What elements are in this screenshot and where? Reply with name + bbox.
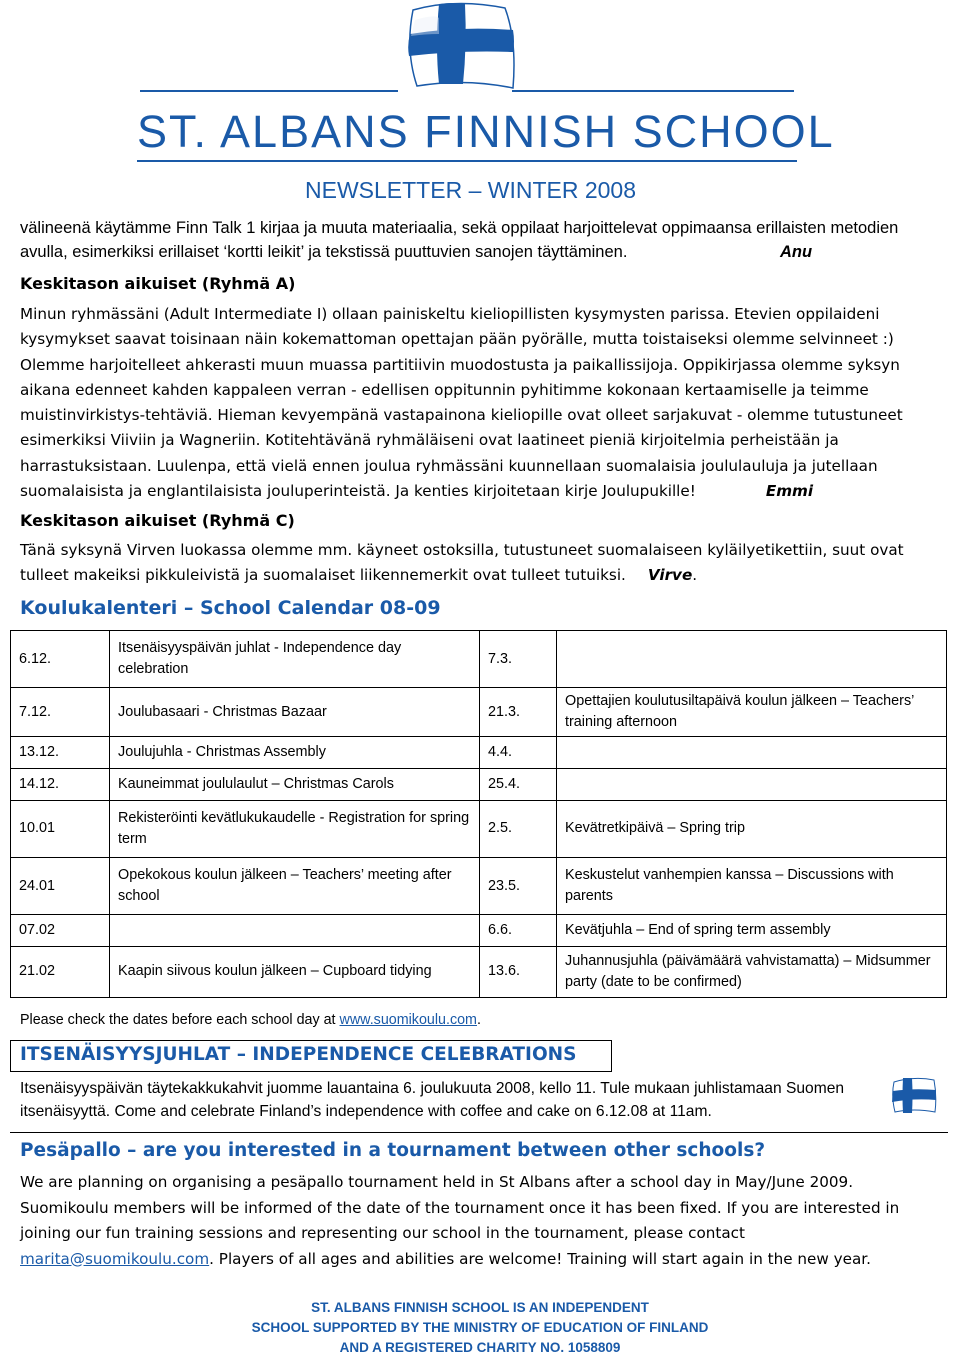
calendar-event-cell: Rekisteröinti kevätlukukaudelle - Registration for spring term [110,800,480,857]
calendar-note [20,1010,481,1030]
independence-heading: ITSENÄISYYSJUHLAT – INDEPENDENCE CELEBRATIONS [20,1044,577,1065]
header-rule-right [512,90,794,92]
group-c-paragraph [20,538,935,589]
group-a-paragraph [20,302,935,504]
calendar-title: Koulukalenteri – School Calendar 08-09 [20,597,441,619]
calendar-event-cell [557,768,947,800]
independence-text: Itsenäisyyspäivän täytekakkukahvit juomme lauantaina 6. joulukuuta 2008, kello 11. Tule mukaan juhlistamaan Suomen itsenäisyyttä. Come and celebrate Finland’s independence with coffee and cake on 6.12.08 at 11am. [20,1080,845,1120]
calendar-row [11,800,947,857]
calendar-event-cell: Opettajien koulutusiltapäivä koulun jälkeen – Teachers’ training afternoon [557,688,947,737]
calendar-date-cell: 13.12. [11,737,110,769]
group-a-text: Minun ryhmässäni (Adult Intermediate I) ollaan painiskeltu kieliopillisten kysymysten parissa. Etevien oppilaideni kysymykset saavat toisinaan näin kokemattoman opettajan pään pyörälle, mutta toistaiseksi olemme selvinneet :) Olemme harjoitelleet ahkerasti muun muassa partitiivin muodostusta ja paikallissijoja. Oppikirjassa olemme syksyn aikana edenneet kahden kappaleen verran - edellisen oppitunnin pyhitimme kokonaan kertaamiselle ja teimme muistinvirkistys-tehtäviä. Hieman kevyempänä vastapainona kieliopille ovat olleet sarjakuvat - olemme tutustuneet esimerkiksi Viiviin ja Wagneriin. Kotitehtävänä ryhmäläiseni ovat laatineet pieniä kirjoitelmia perheistään ja harrastuksistaan. Luulenpa, että vielä ennen joulua ryhmässäni kuunnellaan suomalaisia joululauluja ja jutellaan suomalaisista ja englantilaisista jouluperinteistä. Ja kenties kirjoitetaan kirje Joulupukille! [20,305,903,501]
finnish-flag-small-icon [890,1076,938,1116]
school-title: ST. ALBANS FINNISH SCHOOL [137,106,835,157]
calendar-row [11,857,947,914]
footer-line-1: ST. ALBANS FINNISH SCHOOL IS AN INDEPENDENT [311,1300,649,1315]
calendar-event-cell: Opekokous koulun jälkeen – Teachers’ meeting after school [110,857,480,914]
signature-emmi: Emmi [765,482,814,501]
calendar-date-cell: 23.5. [480,857,557,914]
calendar-date-cell: 13.6. [480,946,557,997]
footer-line-2: SCHOOL SUPPORTED BY THE MINISTRY OF EDUCATION OF FINLAND [251,1320,709,1335]
pesapallo-paragraph [20,1170,935,1272]
calendar-event-cell: Kaapin siivous koulun jälkeen – Cupboard tidying [110,946,480,997]
calendar-date-cell: 07.02 [11,915,110,947]
signature-anu: Anu [780,243,813,261]
calendar-date-cell: 25.4. [480,768,557,800]
group-a-heading: Keskitason aikuiset (Ryhmä A) [20,274,296,293]
group-c-text: Tänä syksynä Virven luokassa olemme mm. käyneet ostoksilla, tutustuneet suomalaiseen kyläilyetikettiin, suut ovat tulleet makeiksi pikkuleivistä ja suomalaiset liikennemerkit ovat tulleet tutuiksi. [20,541,904,585]
newsletter-title: NEWSLETTER – WINTER 2008 [305,177,637,203]
pesapallo-heading: Pesäpallo – are you interested in a tournament between other schools? [20,1140,766,1161]
section-divider [10,1132,948,1133]
calendar-row [11,688,947,737]
calendar-row [11,631,947,688]
calendar-date-cell: 2.5. [480,800,557,857]
calendar-event-cell: Joulubasaari - Christmas Bazaar [110,688,480,737]
calendar-date-cell: 10.01 [11,800,110,857]
calendar-event-cell [557,631,947,688]
email-link[interactable]: marita@suomikoulu.com [20,1249,210,1268]
calendar-date-cell: 21.3. [480,688,557,737]
calendar-row [11,768,947,800]
calendar-event-cell: Kevätretkipäivä – Spring trip [557,800,947,857]
header-rule-left [140,90,398,92]
group-c-end: . [692,566,698,585]
calendar-date-cell: 7.3. [480,631,557,688]
pesapallo-text-end: . Players of all ages and abilities are welcome! Training will start again in the new year. [209,1249,871,1268]
calendar-date-cell: 6.12. [11,631,110,688]
website-link[interactable]: www.suomikoulu.com [339,1012,477,1028]
calendar-event-cell: Joulujuhla - Christmas Assembly [110,737,480,769]
calendar-event-cell: Keskustelut vanhempien kanssa – Discussions with parents [557,857,947,914]
intro-paragraph [20,216,930,264]
calendar-date-cell: 24.01 [11,857,110,914]
group-c-heading: Keskitason aikuiset (Ryhmä C) [20,511,295,530]
footer-line-3: AND A REGISTERED CHARITY NO. 1058809 [339,1340,621,1355]
note-suffix: . [476,1012,481,1028]
footer [160,1298,800,1358]
calendar-date-cell: 6.6. [480,915,557,947]
calendar-date-cell: 4.4. [480,737,557,769]
calendar-row [11,915,947,947]
calendar-date-cell: 14.12. [11,768,110,800]
calendar-event-cell [557,737,947,769]
calendar-event-cell: Kevätjuhla – End of spring term assembly [557,915,947,947]
intro-text: välineenä käytämme Finn Talk 1 kirjaa ja muuta materiaalia, sekä oppilaat harjoittelevat oppimaansa erillaisten metodien avulla, esimerkiksi erillaiset ‘kortti leikit’ ja tekstissä puuttuvien sanojen täyttäminen. [20,219,899,261]
finnish-flag-icon [395,0,525,95]
calendar-row [11,946,947,997]
pesapallo-text: We are planning on organising a pesäpallo tournament held in St Albans after a school day in May/June 2009. Suomikoulu members will be informed of the date of the tournament once it has been fixed. If you are interested in joining our fun training sessions and representing our school in the tournament, please contact [20,1173,900,1242]
note-prefix: Please check the dates before each school day at [20,1012,340,1028]
calendar-row [11,737,947,769]
calendar-table [10,630,947,998]
calendar-date-cell: 7.12. [11,688,110,737]
calendar-event-cell: Juhannusjuhla (päivämäärä vahvistamatta) – Midsummer party (date to be confirmed) [557,946,947,997]
calendar-date-cell: 21.02 [11,946,110,997]
signature-virve: Virve [647,566,693,585]
title-underline [137,160,797,162]
calendar-event-cell [110,915,480,947]
calendar-event-cell: Itsenäisyyspäivän juhlat - Independence day celebration [110,631,480,688]
calendar-event-cell: Kauneimmat joululaulut – Christmas Carols [110,768,480,800]
